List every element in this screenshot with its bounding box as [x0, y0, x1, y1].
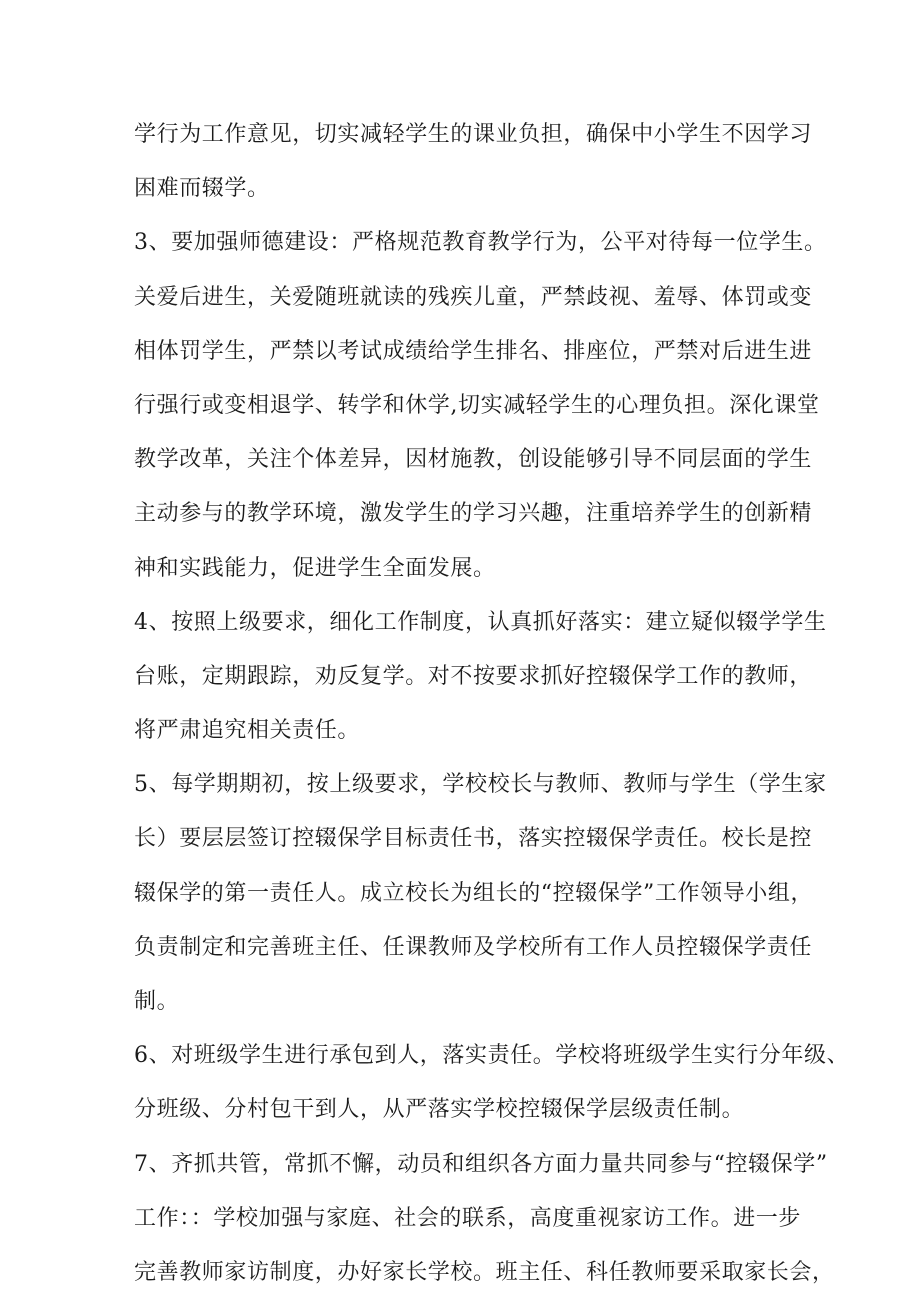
text-line: 学行为工作意见，切实减轻学生的课业负担，确保中小学生不因学习 — [134, 122, 813, 147]
text-line: 神和实践能力，促进学生全面发展。 — [134, 555, 496, 581]
text-line: 完善教师家访制度，办好家长学校。班主任、科任教师要采取家长会， — [134, 1259, 835, 1285]
text-line: 台账，定期跟踪，劝反复学。对不按要求抓好控辍保学工作的教师， — [134, 663, 813, 689]
text-line: 3、要加强师德建设：严格规范教育教学行为，公平对待每一位学生。 — [134, 230, 827, 256]
text-line: 6、对班级学生进行承包到人，落实责任。学校将班级学生实行分年级、 — [134, 1043, 850, 1069]
text-line: 负责制定和完善班主任、任课教师及学校所有工作人员控辍保学责任 — [134, 934, 813, 960]
text-line: 将严肃追究相关责任。 — [134, 718, 361, 744]
text-line: 4、按照上级要求，细化工作制度，认真抓好落实：建立疑似辍学学生 — [134, 609, 827, 635]
text-line: 教学改革，关注个体差异，因材施教，创设能够引导不同层面的学生 — [134, 447, 813, 473]
text-line: 分班级、分村包干到人，从严落实学校控辍保学层级责任制。 — [134, 1097, 745, 1123]
text-line: 制。 — [134, 989, 180, 1014]
text-line: 工作：：学校加强与家庭、社会的联系，高度重视家访工作。进一步 — [134, 1205, 802, 1231]
text-line: 主动参与的教学环境，激发学生的学习兴趣，注重培养学生的创新精 — [134, 501, 813, 527]
text-line: 相体罚学生，严禁以考试成绩给学生排名、排座位，严禁对后进生进 — [134, 338, 813, 364]
text-line: 5、每学期期初，按上级要求，学校校长与教师、教师与学生（学生家 — [134, 772, 827, 798]
text-line: 7、齐抓共管，常抓不懈，动员和组织各方面力量共同参与“控辍保学” — [134, 1151, 828, 1177]
text-line: 行强行或变相退学、转学和休学,切实减轻学生的心理负担。深化课堂 — [134, 392, 820, 418]
text-line: 辍保学的第一责任人。成立校长为组长的“控辍保学”工作领导小组， — [134, 880, 814, 906]
text-line: 关爱后进生，关爱随班就读的残疾儿童，严禁歧视、羞辱、体罚或变 — [134, 284, 813, 310]
document-body-text — [134, 108, 850, 1300]
text-line: 长）要层层签订控辍保学目标责任书，落实控辍保学责任。校长是控 — [134, 826, 813, 852]
text-line: 困难而辍学。 — [134, 176, 270, 202]
